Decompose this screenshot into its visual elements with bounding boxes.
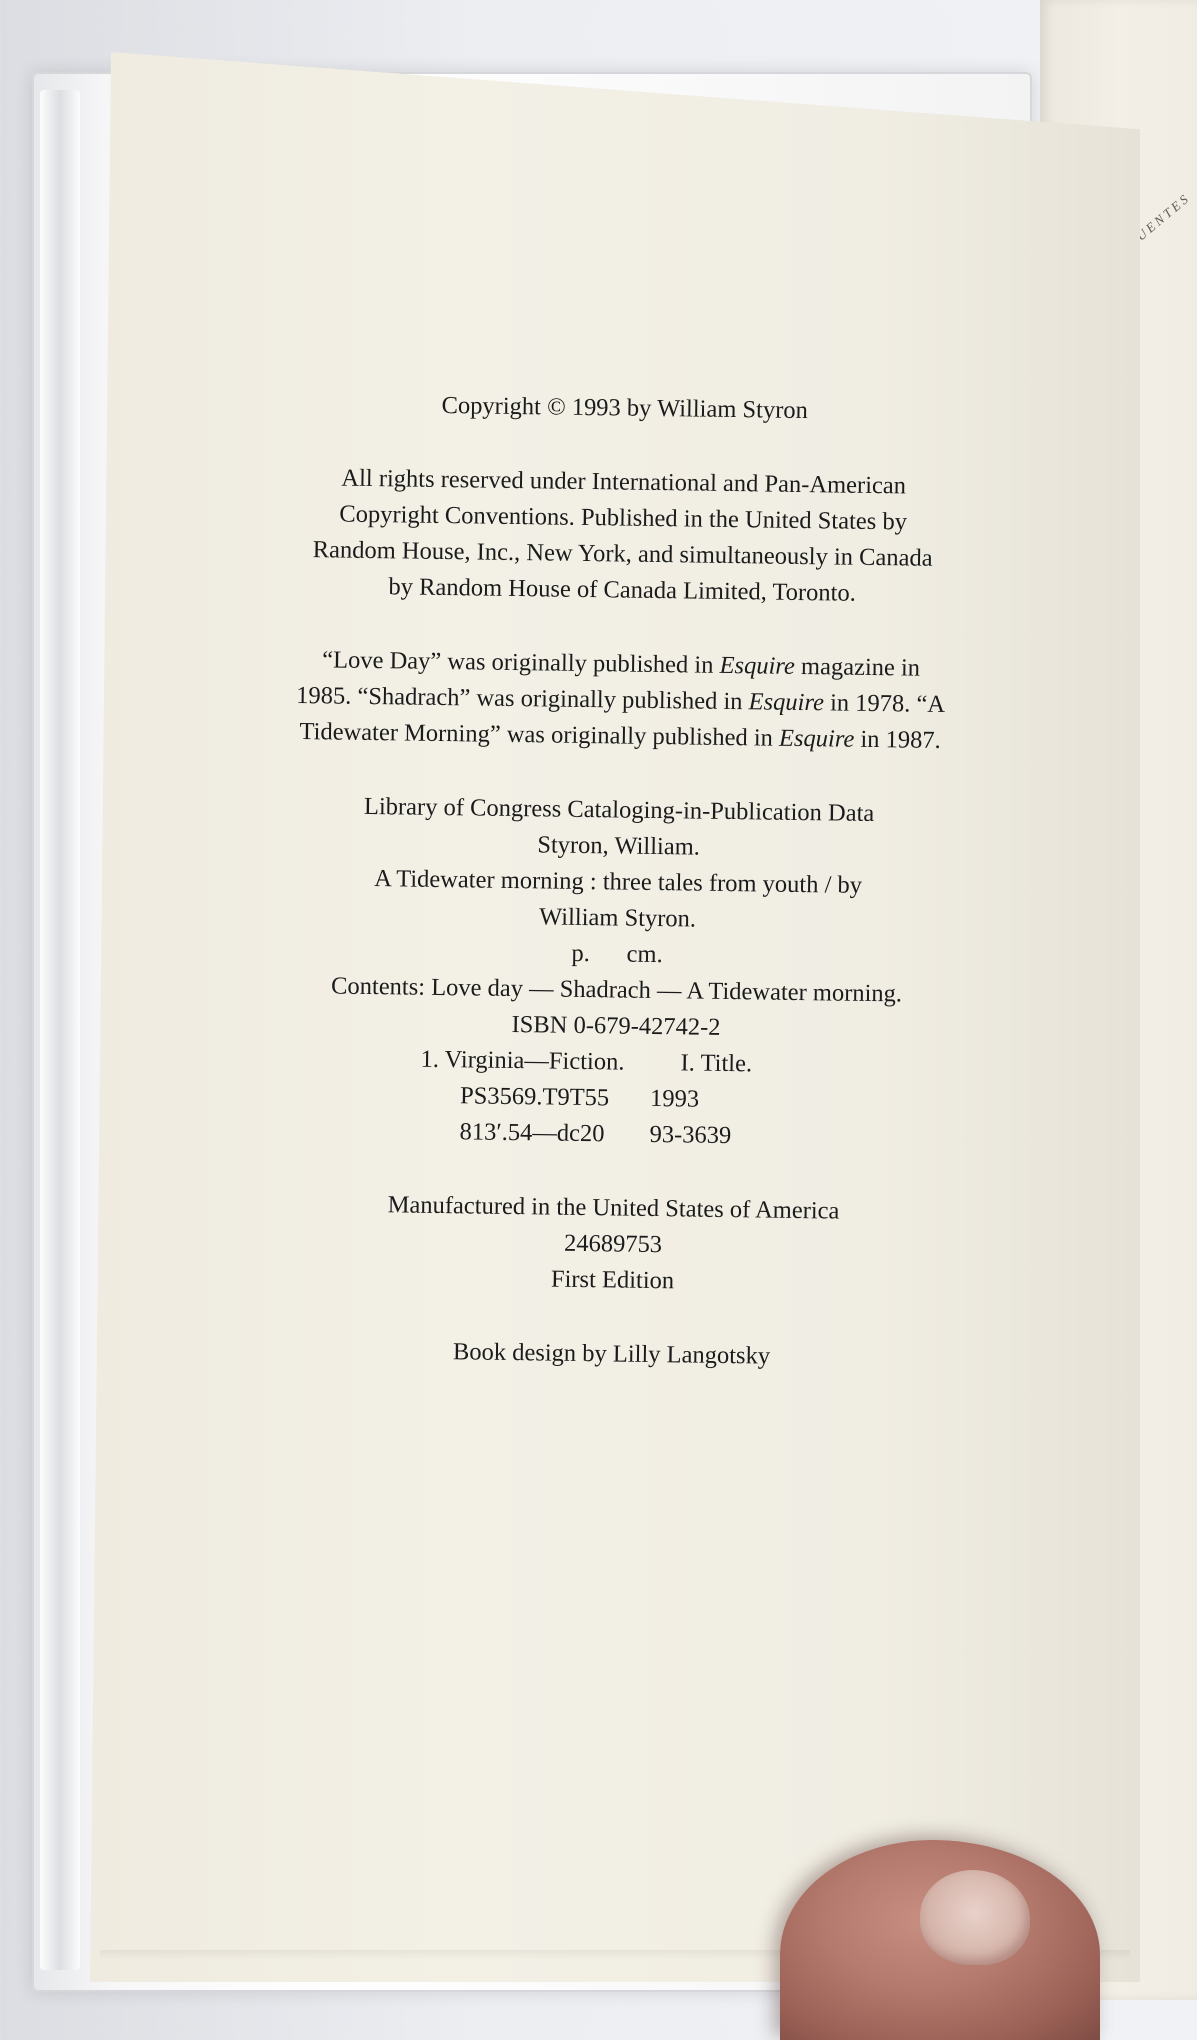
copyright-text-block bbox=[216, 385, 1020, 1416]
cip-isbn: ISBN 0-679-42742-2 bbox=[511, 1010, 721, 1041]
rights-line: Random House, Inc., New York, and simultaneously in Canada bbox=[312, 536, 933, 572]
rights-line: All rights reserved under International and Pan-American bbox=[341, 464, 907, 500]
magazine-title: Esquire bbox=[748, 688, 825, 717]
magazine-title: Esquire bbox=[778, 724, 855, 753]
dedication-text: FUENTES bbox=[1124, 189, 1194, 251]
cip-title: A Tidewater morning : three tales from youth / by bbox=[373, 865, 863, 899]
design-credit: Book design by Lilly Langotsky bbox=[452, 1338, 771, 1370]
cip-lccn: 93-3639 bbox=[649, 1120, 732, 1150]
fingernail bbox=[920, 1870, 1030, 1965]
text-run: magazine in bbox=[794, 652, 921, 682]
rights-line: Copyright Conventions. Published in the United States by bbox=[339, 500, 908, 536]
text-run: Tidewater Morning” was originally published in bbox=[299, 718, 780, 752]
cip-lc-year: 1993 bbox=[649, 1084, 700, 1113]
cip-title: William Styron. bbox=[538, 903, 697, 933]
manufacture-country: Manufactured in the United States of America bbox=[387, 1191, 840, 1225]
cip-format: p. cm. bbox=[571, 939, 663, 969]
magazine-title: Esquire bbox=[719, 651, 796, 680]
cip-title-entry: I. Title. bbox=[680, 1049, 753, 1078]
cip-author: Styron, William. bbox=[537, 831, 701, 861]
rights-paragraph bbox=[227, 459, 1019, 614]
manufacture-info bbox=[217, 1185, 1008, 1304]
text-run: in 1987. bbox=[854, 725, 941, 754]
cip-subject: 1. Virginia—Fiction. bbox=[420, 1045, 625, 1076]
cip-contents: Contents: Love day — Shadrach — A Tidewater morning. bbox=[330, 972, 903, 1008]
cip-dewey: 813′.54—dc20 bbox=[459, 1118, 605, 1148]
cip-heading: Library of Congress Cataloging-in-Publication Data bbox=[363, 792, 875, 828]
jacket-shine bbox=[40, 90, 80, 1970]
cip-data bbox=[219, 787, 1014, 1158]
copyright-notice: Copyright © 1993 by William Styron bbox=[441, 391, 809, 425]
text-run: “Love Day” was originally published in bbox=[322, 646, 720, 679]
printing-line: 24689753 bbox=[563, 1229, 663, 1259]
edition-statement: First Edition bbox=[550, 1265, 675, 1295]
text-run: 1985. “Shadrach” was originally published in bbox=[296, 681, 749, 716]
rights-line: by Random House of Canada Limited, Toronto. bbox=[388, 573, 857, 607]
design-credit-block bbox=[216, 1331, 1006, 1378]
publication-history bbox=[225, 641, 1016, 760]
cip-lc-number: PS3569.T9T55 bbox=[459, 1082, 610, 1112]
text-run: in 1978. “A bbox=[823, 689, 946, 719]
